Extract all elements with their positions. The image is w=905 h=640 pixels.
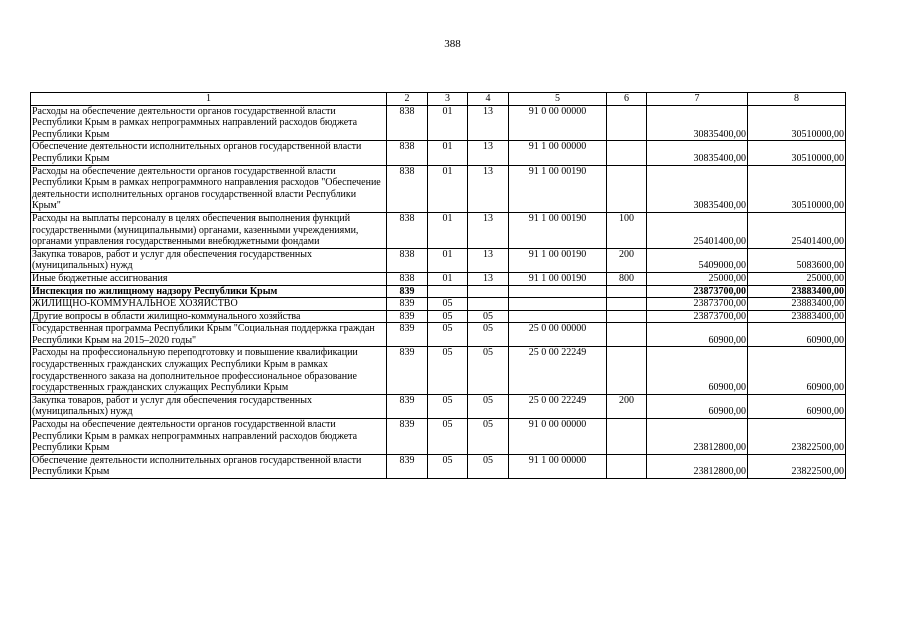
- row-section-code: 05: [428, 347, 468, 394]
- row-subsection-code: [468, 298, 509, 311]
- row-description: Обеспечение деятельности исполнительных органов государственной власти Республики Крым: [31, 141, 387, 165]
- row-ministry-code: 839: [387, 419, 428, 455]
- row-expense-type: 200: [607, 394, 647, 418]
- table-body: [31, 105, 846, 478]
- row-ministry-code: 839: [387, 394, 428, 418]
- row-expense-type: [607, 419, 647, 455]
- row-amount-col7: 30835400,00: [647, 141, 748, 165]
- row-ministry-code: 838: [387, 272, 428, 285]
- row-amount-col7: 25401400,00: [647, 212, 748, 248]
- row-amount-col7: 60900,00: [647, 394, 748, 418]
- row-description: ЖИЛИЩНО-КОММУНАЛЬНОЕ ХОЗЯЙСТВО: [31, 298, 387, 311]
- table-row: [31, 165, 846, 212]
- row-subsection-code: 13: [468, 105, 509, 141]
- row-section-code: 05: [428, 310, 468, 323]
- row-expense-type: 200: [607, 248, 647, 272]
- table-row: [31, 419, 846, 455]
- row-section-code: 01: [428, 212, 468, 248]
- row-ministry-code: 839: [387, 310, 428, 323]
- header-cell: 7: [647, 93, 748, 106]
- table-row: [31, 105, 846, 141]
- row-amount-col8: 30510000,00: [748, 141, 846, 165]
- row-amount-col8: 23822500,00: [748, 419, 846, 455]
- row-section-code: 05: [428, 394, 468, 418]
- row-description: Расходы на выплаты персоналу в целях обеспечения выполнения функций государственными (муниципальными) органами, казенными учреждениями, органами управления государственными внебюджетными фондами: [31, 212, 387, 248]
- header-cell: 3: [428, 93, 468, 106]
- row-description: Иные бюджетные ассигнования: [31, 272, 387, 285]
- row-amount-col8: 25401400,00: [748, 212, 846, 248]
- row-expense-type: 800: [607, 272, 647, 285]
- row-section-code: 05: [428, 323, 468, 347]
- header-row: [31, 93, 846, 106]
- row-description: Расходы на обеспечение деятельности органов государственной власти Республики Крым в рамках непрограммного направления расходов "Обеспечение деятельности исполнительных органов государственной власти Республики Крым": [31, 165, 387, 212]
- row-amount-col8: 30510000,00: [748, 105, 846, 141]
- row-amount-col8: 5083600,00: [748, 248, 846, 272]
- row-amount-col7: 60900,00: [647, 323, 748, 347]
- row-amount-col8: 23883400,00: [748, 310, 846, 323]
- row-section-code: 05: [428, 298, 468, 311]
- row-expense-type: 100: [607, 212, 647, 248]
- row-amount-col8: 23883400,00: [748, 298, 846, 311]
- table-row: [31, 323, 846, 347]
- row-description: Расходы на обеспечение деятельности органов государственной власти Республики Крым в рамках непрограммных направлений расходов бюджета Республики Крым: [31, 419, 387, 455]
- row-subsection-code: 05: [468, 419, 509, 455]
- row-amount-col7: 25000,00: [647, 272, 748, 285]
- row-subsection-code: [468, 285, 509, 298]
- row-subsection-code: 05: [468, 347, 509, 394]
- row-section-code: 01: [428, 165, 468, 212]
- table-row: [31, 454, 846, 478]
- row-ministry-code: 839: [387, 298, 428, 311]
- row-description: Закупка товаров, работ и услуг для обеспечения государственных (муниципальных) нужд: [31, 248, 387, 272]
- row-target-article: 91 1 00 00190: [509, 165, 607, 212]
- row-description: Расходы на профессиональную переподготовку и повышение квалификации государственных гражданских служащих Республики Крым в рамках государственного заказа на дополнительное профессиональное образование государственных гражданских служащих Республики Крым: [31, 347, 387, 394]
- row-subsection-code: 05: [468, 454, 509, 478]
- table-row: [31, 298, 846, 311]
- header-cell: 4: [468, 93, 509, 106]
- budget-table: [30, 92, 846, 479]
- table-row: [31, 248, 846, 272]
- row-amount-col7: 60900,00: [647, 347, 748, 394]
- header-cell: 6: [607, 93, 647, 106]
- row-target-article: 91 0 00 00000: [509, 419, 607, 455]
- row-amount-col8: 60900,00: [748, 394, 846, 418]
- row-target-article: 91 1 00 00000: [509, 454, 607, 478]
- row-section-code: 05: [428, 419, 468, 455]
- header-cell: 8: [748, 93, 846, 106]
- row-subsection-code: 05: [468, 323, 509, 347]
- row-description: Другие вопросы в области жилищно-коммунального хозяйства: [31, 310, 387, 323]
- row-subsection-code: 13: [468, 272, 509, 285]
- table-header: [31, 93, 846, 106]
- row-target-article: [509, 285, 607, 298]
- row-ministry-code: 838: [387, 105, 428, 141]
- row-amount-col8: 60900,00: [748, 323, 846, 347]
- row-target-article: 91 0 00 00000: [509, 105, 607, 141]
- row-amount-col7: 23812800,00: [647, 419, 748, 455]
- row-expense-type: [607, 454, 647, 478]
- row-target-article: [509, 310, 607, 323]
- row-section-code: 01: [428, 248, 468, 272]
- row-target-article: 25 0 00 00000: [509, 323, 607, 347]
- row-target-article: 91 1 00 00000: [509, 141, 607, 165]
- row-amount-col8: 60900,00: [748, 347, 846, 394]
- row-expense-type: [607, 347, 647, 394]
- table-row: [31, 347, 846, 394]
- row-description: Государственная программа Республики Крым "Социальная поддержка граждан Республики Крым на 2015–2020 годы": [31, 323, 387, 347]
- row-description: Инспекция по жилищному надзору Республики Крым: [31, 285, 387, 298]
- row-subsection-code: 13: [468, 248, 509, 272]
- row-expense-type: [607, 105, 647, 141]
- row-description: Закупка товаров, работ и услуг для обеспечения государственных (муниципальных) нужд: [31, 394, 387, 418]
- row-amount-col8: 30510000,00: [748, 165, 846, 212]
- table-row: [31, 141, 846, 165]
- row-expense-type: [607, 310, 647, 323]
- row-section-code: 01: [428, 272, 468, 285]
- row-target-article: 91 1 00 00190: [509, 272, 607, 285]
- row-description: Обеспечение деятельности исполнительных органов государственной власти Республики Крым: [31, 454, 387, 478]
- header-cell: 2: [387, 93, 428, 106]
- row-subsection-code: 13: [468, 141, 509, 165]
- row-section-code: 05: [428, 454, 468, 478]
- row-ministry-code: 838: [387, 165, 428, 212]
- row-ministry-code: 839: [387, 454, 428, 478]
- table-row: [31, 272, 846, 285]
- header-cell: 5: [509, 93, 607, 106]
- row-amount-col7: 30835400,00: [647, 165, 748, 212]
- row-ministry-code: 838: [387, 248, 428, 272]
- row-ministry-code: 839: [387, 347, 428, 394]
- row-target-article: 91 1 00 00190: [509, 212, 607, 248]
- row-ministry-code: 839: [387, 323, 428, 347]
- row-target-article: 25 0 00 22249: [509, 347, 607, 394]
- row-expense-type: [607, 141, 647, 165]
- row-ministry-code: 838: [387, 212, 428, 248]
- row-amount-col7: 23812800,00: [647, 454, 748, 478]
- row-section-code: 01: [428, 105, 468, 141]
- row-amount-col8: 23822500,00: [748, 454, 846, 478]
- header-cell: 1: [31, 93, 387, 106]
- row-section-code: [428, 285, 468, 298]
- row-target-article: 25 0 00 22249: [509, 394, 607, 418]
- row-amount-col7: 30835400,00: [647, 105, 748, 141]
- row-section-code: 01: [428, 141, 468, 165]
- row-amount-col7: 23873700,00: [647, 298, 748, 311]
- row-ministry-code: 838: [387, 141, 428, 165]
- row-amount-col7: 5409000,00: [647, 248, 748, 272]
- row-target-article: 91 1 00 00190: [509, 248, 607, 272]
- table-row: [31, 212, 846, 248]
- row-amount-col7: 23873700,00: [647, 285, 748, 298]
- table-row: [31, 394, 846, 418]
- row-subsection-code: 13: [468, 212, 509, 248]
- table-row: [31, 285, 846, 298]
- row-subsection-code: 05: [468, 310, 509, 323]
- row-amount-col8: 25000,00: [748, 272, 846, 285]
- row-expense-type: [607, 165, 647, 212]
- row-subsection-code: 05: [468, 394, 509, 418]
- row-amount-col8: 23883400,00: [748, 285, 846, 298]
- row-amount-col7: 23873700,00: [647, 310, 748, 323]
- row-expense-type: [607, 323, 647, 347]
- row-target-article: [509, 298, 607, 311]
- row-description: Расходы на обеспечение деятельности органов государственной власти Республики Крым в рамках непрограммных направлений расходов бюджета Республики Крым: [31, 105, 387, 141]
- row-expense-type: [607, 298, 647, 311]
- row-subsection-code: 13: [468, 165, 509, 212]
- table-row: [31, 310, 846, 323]
- row-ministry-code: 839: [387, 285, 428, 298]
- page-number: 388: [444, 38, 461, 50]
- row-expense-type: [607, 285, 647, 298]
